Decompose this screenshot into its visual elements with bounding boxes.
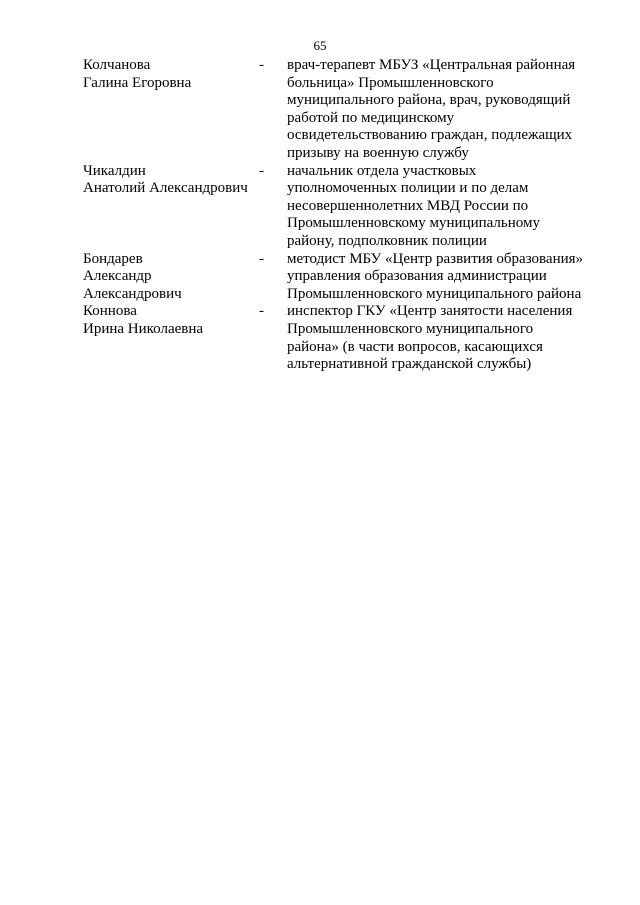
member-name — [83, 251, 259, 304]
member-dash: - — [259, 303, 264, 320]
member-description-line: методист МБУ «Центр развития образования» — [287, 250, 584, 267]
member-description-line: Промышленновскому муниципальному — [287, 215, 540, 232]
member-description-line: району, подполковник полиции — [287, 232, 487, 249]
member-description — [287, 163, 593, 251]
member-description — [287, 303, 593, 373]
member-entry-konnova — [83, 303, 593, 373]
member-description-line: больница» Промышленновского — [287, 74, 494, 91]
member-name-line: Александр — [83, 268, 152, 285]
member-name-line: Ирина Николаевна — [83, 320, 204, 337]
member-entry-bondarev — [83, 251, 593, 304]
member-description-line: управления образования администрации — [287, 268, 547, 285]
member-name-line: Галина Егоровна — [83, 74, 192, 91]
member-description-line: альтернативной гражданской службы) — [287, 356, 532, 373]
commission-members-list — [83, 57, 593, 374]
member-description-line: призыву на военную службу — [287, 144, 469, 161]
member-name-line: Бондарев — [83, 250, 143, 267]
member-description-line: уполномоченных полиции и по делам — [287, 180, 529, 197]
member-dash: - — [259, 162, 264, 179]
member-description-line: начальник отдела участковых — [287, 162, 477, 179]
member-description-line: врач-терапевт МБУЗ «Центральная районная — [287, 57, 576, 73]
member-name — [83, 303, 259, 373]
member-description-line: района» (в части вопросов, касающихся — [287, 338, 543, 355]
member-name — [83, 57, 259, 163]
member-name-line: Колчанова — [83, 57, 151, 73]
member-description-line: муниципального района, врач, руководящий — [287, 92, 571, 109]
member-description-line: инспектор ГКУ «Центр занятости населения — [287, 303, 573, 320]
member-description-line: освидетельствованию граждан, подлежащих — [287, 127, 573, 144]
member-dash: - — [259, 57, 264, 73]
member-description-line: несовершеннолетних МВД России по — [287, 197, 529, 214]
member-name-line: Анатолий Александрович — [83, 180, 248, 197]
member-name — [83, 163, 259, 251]
member-description-line: Промышленновского муниципального — [287, 320, 534, 337]
member-description-line: работой по медицинскому — [287, 109, 455, 126]
member-description — [287, 57, 593, 163]
member-name-line: Коннова — [83, 303, 137, 320]
member-entry-chikaldin — [83, 163, 593, 251]
member-dash: - — [259, 250, 264, 267]
member-name-line: Чикалдин — [83, 162, 146, 179]
member-description — [287, 251, 593, 304]
member-description-line: Промышленновского муниципального района — [287, 285, 582, 302]
member-name-line: Александрович — [83, 285, 182, 302]
member-entry-kolchanova — [83, 57, 593, 163]
page-number: 65 — [313, 38, 327, 53]
